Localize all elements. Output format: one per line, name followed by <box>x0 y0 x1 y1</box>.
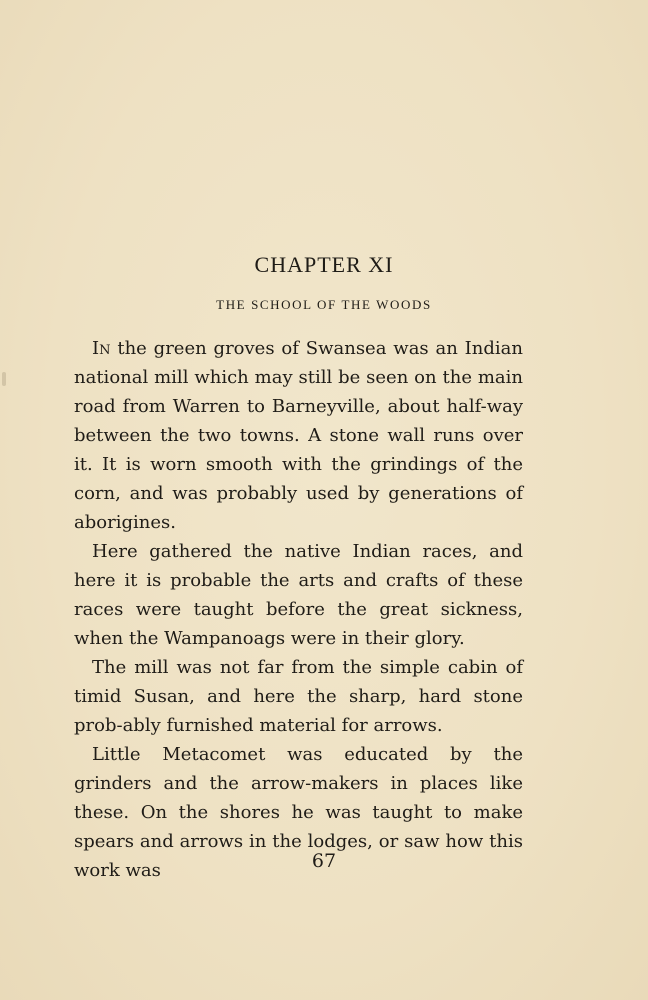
paragraph-3 <box>74 653 523 740</box>
body-text <box>74 334 523 885</box>
paragraph-text: Little Metacomet was educated by the grinders and the arrow-makers in places like these. On the shores he was taught to make spears and arrows in the lodges, or saw how this work was <box>74 744 523 881</box>
paragraph-lead-word: In <box>92 338 111 359</box>
paragraph-text: The mill was not far from the simple cabin of timid Susan, and here the sharp, hard stone prob-ably furnished material for arrows. <box>74 657 523 736</box>
page-edge-mark <box>2 372 6 386</box>
paragraph-2 <box>74 537 523 653</box>
paragraph-text: the green groves of Swansea was an Indian national mill which may still be seen on the main road from Warren to Barneyville, about half-way between the two towns. A stone wall runs over it. It is worn smooth with the grindings of the corn, and was probably used by generations of aborigines. <box>74 338 523 533</box>
chapter-title: CHAPTER XI <box>254 252 394 277</box>
page-number: 67 <box>311 850 337 872</box>
chapter-subtitle: THE SCHOOL OF THE WOODS <box>216 297 432 312</box>
paragraph-1 <box>74 334 523 537</box>
paragraph-text: Here gathered the native Indian races, and here it is probable the arts and crafts of these races were taught before the great sickness, when the Wampanoags were in their glory. <box>74 541 523 649</box>
